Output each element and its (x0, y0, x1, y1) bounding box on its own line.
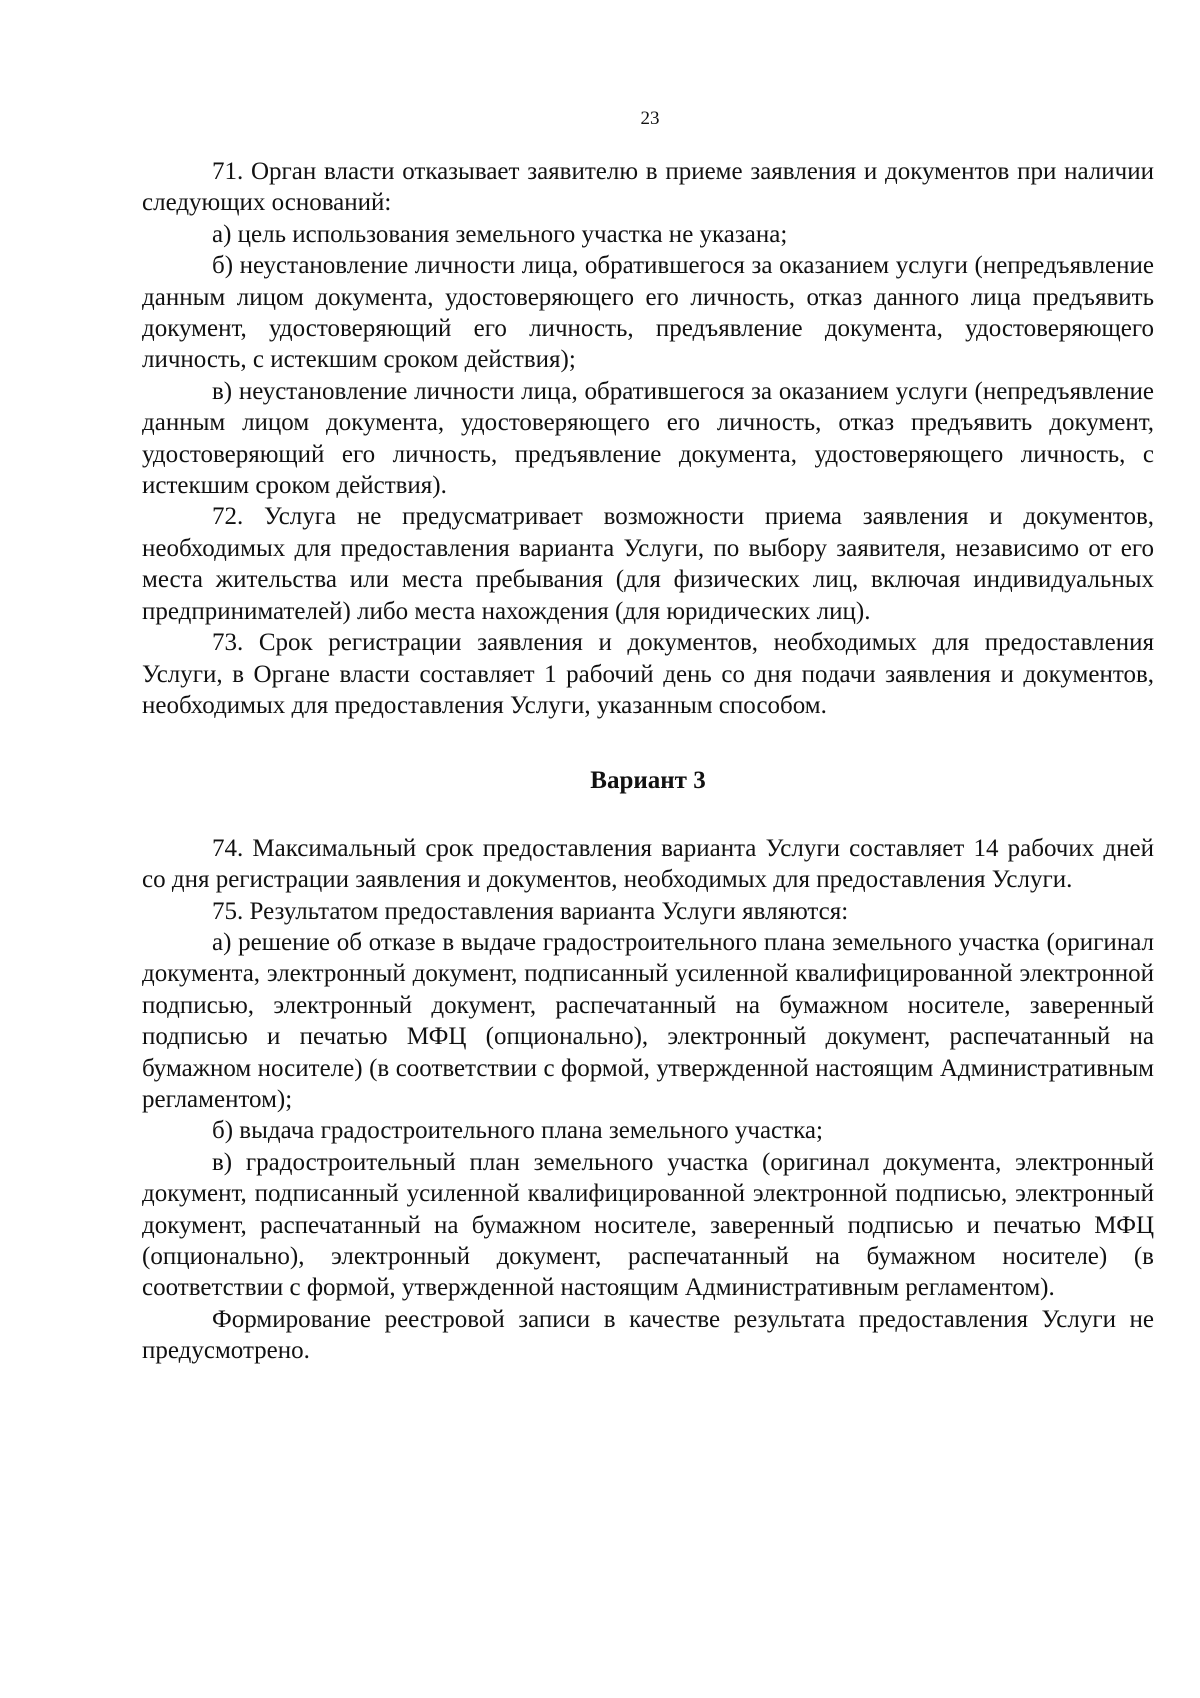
paragraph-registry-note: Формирование реестровой записи в качестве результата предоставления Услуги не предусмотрено. (142, 1305, 1154, 1365)
paragraph-73: 73. Срок регистрации заявления и документов, необходимых для предоставления Услуги, в Органе власти составляет 1 рабочий день со дня подачи заявления и документов, необходимых для предоставления Услуги, указанным способом. (142, 629, 1154, 719)
paragraph-75: 75. Результатом предоставления варианта Услуги являются: (212, 897, 849, 925)
document-body (142, 156, 1154, 1367)
paragraph-74: 74. Максимальный срок предоставления варианта Услуги составляет 14 рабочих дней со дня регистрации заявления и документов, необходимых для предоставления Услуги. (142, 834, 1154, 894)
page-number: 23 (640, 108, 660, 129)
paragraph-71-a: а) цель использования земельного участка не указана; (212, 220, 788, 248)
section-heading: Вариант 3 (590, 767, 706, 795)
paragraph-71-v: в) неустановление личности лица, обратившегося за оказанием услуги (непредъявление данным лицом документа, удостоверяющего его личность, отказ предъявить документ, удостоверяющий его личность, предъявление документа, удостоверяющего личность, с истекшим сроком действия). (142, 377, 1154, 500)
paragraph-71-b: б) неустановление личности лица, обратившегося за оказанием услуги (непредъявление данным лицом документа, удостоверяющего его личность, отказ данного лица предъявить документ, удостоверяющий его личность, предъявление документа, удостоверяющего личность, с истекшим сроком действия); (142, 252, 1154, 374)
paragraph-75-a: а) решение об отказе в выдаче градостроительного плана земельного участка (оригинал документа, электронный документ, подписанный усиленной квалифицированной электронной подписью, электронный документ, распечатанный на бумажном носителе, заверенный подписью и печатью МФЦ (опционально), электронный документ, распечатанный на бумажном носителе) (в соответствии с формой, утвержденной настоящим Административным регламентом); (142, 928, 1154, 1113)
paragraph-75-v: в) градостроительный план земельного участка (оригинал документа, электронный документ, подписанный усиленной квалифицированной электронной подписью, электронный документ, распечатанный на бумажном носителе, заверенный подписью и печатью МФЦ (опционально), электронный документ, распечатанный на бумажном носителе) (в соответствии с формой, утвержденной настоящим Административным регламентом). (142, 1148, 1154, 1302)
paragraph-72: 72. Услуга не предусматривает возможности приема заявления и документов, необходимых для предоставления варианта Услуги, по выбору заявителя, независимо от его места жительства или места пребывания (для физических лиц, включая индивидуальных предпринимателей) либо места нахождения (для юридических лиц). (142, 503, 1154, 625)
paragraph-71: 71. Орган власти отказывает заявителю в приеме заявления и документов при наличии следующих оснований: (142, 158, 1154, 217)
paragraph-75-b: б) выдача градостроительного плана земельного участка; (212, 1117, 823, 1145)
